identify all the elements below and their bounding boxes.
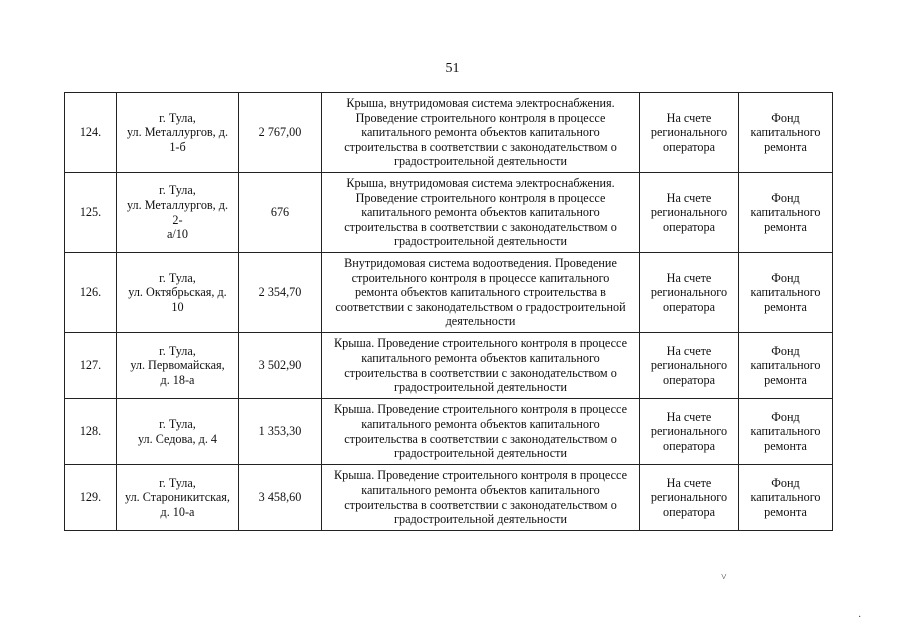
cell-line: 128.: [79, 424, 102, 439]
work-description-cell: [322, 399, 640, 465]
cell-line: Фонд: [771, 343, 800, 358]
account-cell: [640, 93, 739, 173]
cell-line: г. Тула,: [159, 475, 196, 490]
cell-line: оператора: [663, 438, 715, 453]
cell-line: г. Тула,: [159, 110, 196, 125]
cell-line: д. 18-а: [160, 372, 195, 387]
row-number-cell: [65, 333, 117, 399]
cell-line: ул. Металлургов, д. 1-б: [126, 125, 229, 154]
cell-line: На счете: [666, 475, 712, 490]
cell-line: капитального: [750, 125, 821, 140]
fund-cell: [739, 173, 833, 253]
cell-line: Фонд: [771, 110, 800, 125]
fund-cell: [739, 93, 833, 173]
cell-line: Фонд: [771, 270, 800, 285]
cell-line: 1 353,30: [258, 424, 302, 439]
work-description-cell: [322, 173, 640, 253]
cell-line: Фонд: [771, 409, 800, 424]
cell-line: г. Тула,: [159, 343, 196, 358]
cell-line: деятельности: [445, 314, 516, 329]
cell-line: ул. Октябрьская, д. 10: [128, 285, 227, 314]
cell-line: 125.: [79, 205, 102, 220]
cost-cell: [239, 399, 322, 465]
scan-speck: ·: [858, 612, 862, 623]
cell-line: оператора: [663, 219, 715, 234]
cell-line: 2 767,00: [258, 125, 302, 140]
address-cell: [117, 399, 239, 465]
cell-line: 676: [270, 205, 290, 220]
cell-line: градостроительной деятельности: [393, 380, 568, 395]
cell-line: На счете: [666, 110, 712, 125]
cell-line: На счете: [666, 190, 712, 205]
cell-line: капитального ремонта объектов капитального: [361, 205, 600, 220]
row-number-cell: [65, 93, 117, 173]
cell-line: градостроительной деятельности: [393, 234, 568, 249]
account-cell: [640, 333, 739, 399]
cell-line: ремонта: [764, 139, 807, 154]
cell-line: 129.: [79, 490, 102, 505]
cell-line: оператора: [663, 299, 715, 314]
cell-line: ремонта объектов капитального строительства в: [355, 285, 606, 300]
account-cell: [640, 253, 739, 333]
cell-line: строительства в соответствии с законодательством о: [344, 431, 617, 446]
table-body: [65, 93, 833, 531]
cell-line: 2 354,70: [258, 285, 302, 300]
cell-line: ул. Первомайская,: [130, 358, 225, 373]
cell-line: На счете: [666, 270, 712, 285]
cell-line: Проведение строительного контроля в процессе: [355, 190, 606, 205]
work-description-cell: [322, 333, 640, 399]
address-cell: [117, 333, 239, 399]
account-cell: [640, 173, 739, 253]
cell-line: строительства в соответствии с законодательством о: [344, 139, 617, 154]
cell-line: Крыша. Проведение строительного контроля в процессе: [333, 468, 628, 483]
cell-line: ул. Седова, д. 4: [137, 431, 218, 446]
fund-cell: [739, 333, 833, 399]
cell-line: Крыша, внутридомовая система электроснабжения.: [346, 96, 615, 111]
cell-line: Крыша, внутридомовая система электроснабжения.: [346, 176, 615, 191]
cell-line: ул. Металлургов, д. 2-: [126, 197, 229, 227]
row-number-cell: [65, 399, 117, 465]
cell-line: На счете: [666, 409, 712, 424]
cell-line: Внутридомовая система водоотведения. Проведение: [344, 256, 617, 271]
work-description-cell: [322, 465, 640, 531]
cell-line: строительства в соответствии с законодательством о: [344, 219, 617, 234]
address-cell: [117, 465, 239, 531]
regional-program-table: [64, 92, 833, 531]
account-cell: [640, 465, 739, 531]
cell-line: Крыша. Проведение строительного контроля в процессе: [333, 336, 628, 351]
fund-cell: [739, 465, 833, 531]
fund-cell: [739, 399, 833, 465]
cell-line: Крыша. Проведение строительного контроля в процессе: [333, 402, 628, 417]
table-row: [65, 333, 833, 399]
table-row: [65, 93, 833, 173]
cost-cell: [239, 173, 322, 253]
account-cell: [640, 399, 739, 465]
table-row: [65, 399, 833, 465]
cell-line: капитального: [750, 205, 821, 220]
cell-line: На счете: [666, 343, 712, 358]
cell-line: а/10: [167, 227, 188, 242]
cell-line: д. 10-а: [160, 504, 195, 519]
cell-line: строительства в соответствии с законодательством о: [344, 365, 617, 380]
cell-line: Проведение строительного контроля в процессе: [355, 110, 606, 125]
cell-line: ремонта: [764, 219, 807, 234]
cell-line: капитального: [750, 490, 821, 505]
row-number-cell: [65, 465, 117, 531]
table-row: [65, 465, 833, 531]
cell-line: оператора: [663, 372, 715, 387]
cell-line: капитального ремонта объектов капитального: [361, 482, 600, 497]
row-number-cell: [65, 173, 117, 253]
cell-line: капитального: [750, 424, 821, 439]
page-number: 51: [445, 61, 460, 76]
cell-line: регионального: [650, 205, 728, 220]
cell-line: оператора: [663, 139, 715, 154]
cost-cell: [239, 465, 322, 531]
cell-line: градостроительной деятельности: [393, 154, 568, 169]
cell-line: Фонд: [771, 190, 800, 205]
cell-line: соответствии с законодательством о градостроительной: [335, 299, 626, 314]
cell-line: оператора: [663, 504, 715, 519]
cell-line: ремонта: [764, 504, 807, 519]
cell-line: ул. Староникитская,: [125, 490, 230, 505]
cell-line: регионального: [650, 424, 728, 439]
cell-line: строительного контроля в процессе капитального: [351, 270, 610, 285]
cell-line: регионального: [650, 358, 728, 373]
cell-line: градостроительной деятельности: [393, 446, 568, 461]
cell-line: регионального: [650, 285, 728, 300]
table-row: [65, 253, 833, 333]
cell-line: регионального: [650, 125, 728, 140]
address-cell: [117, 253, 239, 333]
row-number-cell: [65, 253, 117, 333]
address-cell: [117, 173, 239, 253]
cell-line: г. Тула,: [159, 270, 196, 285]
cell-line: Фонд: [771, 475, 800, 490]
fund-cell: [739, 253, 833, 333]
cell-line: строительства в соответствии с законодательством о: [344, 497, 617, 512]
cell-line: регионального: [650, 490, 728, 505]
scan-speck: ˅: [721, 572, 727, 583]
cell-line: ремонта: [764, 372, 807, 387]
cell-line: капитального ремонта объектов капитального: [361, 416, 600, 431]
cell-line: г. Тула,: [159, 416, 196, 431]
cell-line: 126.: [79, 285, 102, 300]
cell-line: ремонта: [764, 438, 807, 453]
cell-line: капитального ремонта объектов капитального: [361, 125, 600, 140]
cell-line: 3 458,60: [258, 490, 302, 505]
cell-line: капитального: [750, 358, 821, 373]
cell-line: ремонта: [764, 299, 807, 314]
cost-cell: [239, 253, 322, 333]
cost-cell: [239, 93, 322, 173]
cell-line: г. Тула,: [159, 183, 196, 198]
cell-line: 127.: [79, 358, 102, 373]
cell-line: капитального ремонта объектов капитального: [361, 350, 600, 365]
cell-line: 3 502,90: [258, 358, 302, 373]
cell-line: 124.: [79, 125, 102, 140]
work-description-cell: [322, 93, 640, 173]
cost-cell: [239, 333, 322, 399]
work-description-cell: [322, 253, 640, 333]
cell-line: градостроительной деятельности: [393, 512, 568, 527]
address-cell: [117, 93, 239, 173]
table-row: [65, 173, 833, 253]
cell-line: капитального: [750, 285, 821, 300]
